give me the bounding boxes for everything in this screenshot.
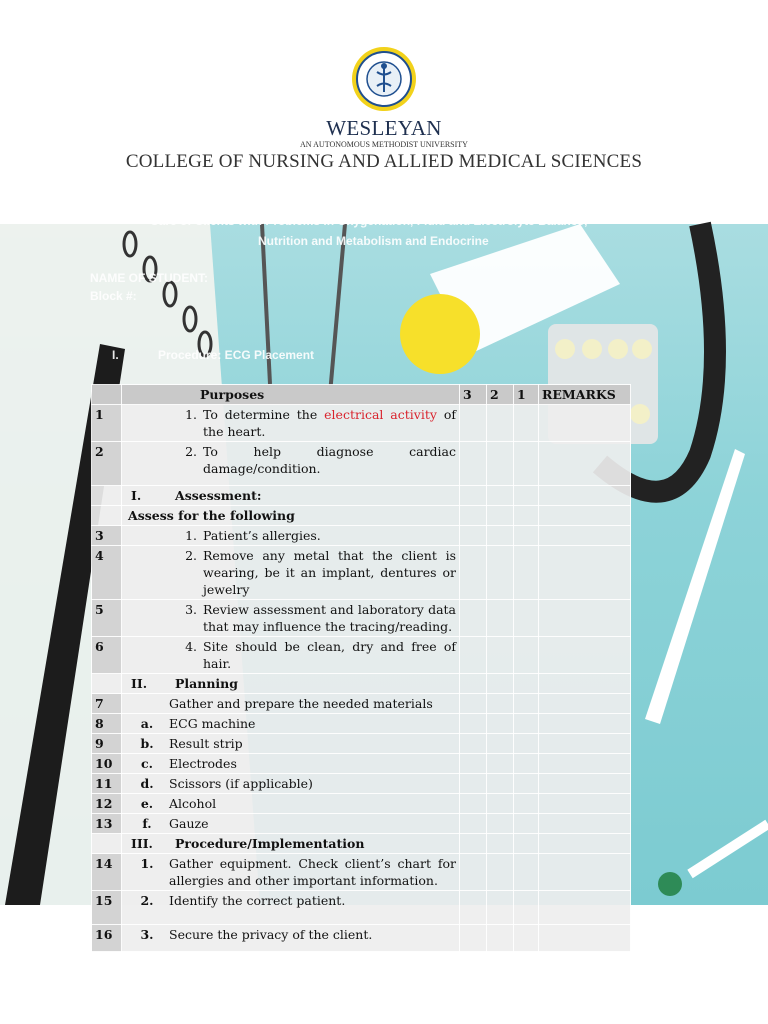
purpose-text: To help diagnose cardiac damage/condition. xyxy=(203,444,456,476)
score-1-cell[interactable] xyxy=(514,794,539,814)
table-row xyxy=(92,794,631,814)
highlighted-text: electrical activity xyxy=(324,407,437,422)
remarks-cell[interactable] xyxy=(539,714,631,734)
item-marker: e. xyxy=(140,796,154,811)
remarks-cell[interactable] xyxy=(539,600,631,637)
table-row xyxy=(92,754,631,774)
score-3-cell[interactable] xyxy=(460,891,487,925)
item-cell xyxy=(122,714,460,734)
score-3-cell[interactable] xyxy=(460,714,487,734)
score-1-cell[interactable] xyxy=(514,526,539,546)
score-3-cell[interactable] xyxy=(460,546,487,600)
section-row xyxy=(92,486,631,506)
remarks-cell[interactable] xyxy=(539,854,631,891)
course-line-2: Nutrition and Metabolism and Endocrine xyxy=(258,234,489,248)
score-2-cell xyxy=(487,506,514,526)
course-line-1: Care of Clients with Problems in Oxygenation, Fluid and Electrolyte Balance, xyxy=(150,214,588,228)
remarks-cell[interactable] xyxy=(539,442,631,486)
remarks-cell xyxy=(539,674,631,694)
purpose-text-start: To determine the xyxy=(203,407,325,422)
score-3-cell xyxy=(460,506,487,526)
remarks-cell xyxy=(539,506,631,526)
row-number: 6 xyxy=(92,637,122,674)
score-2-cell[interactable] xyxy=(487,814,514,834)
table-row xyxy=(92,546,631,600)
score-2-cell[interactable] xyxy=(487,774,514,794)
section-row xyxy=(92,506,631,526)
table-row xyxy=(92,814,631,834)
table-row xyxy=(92,925,631,952)
score-2-cell[interactable] xyxy=(487,854,514,891)
section-title-cell xyxy=(122,674,460,694)
score-2-cell[interactable] xyxy=(487,694,514,714)
table-header-row xyxy=(92,385,631,405)
item-text: Remove any metal that the client is wearing, be it an implant, dentures or jewelry xyxy=(203,548,456,597)
item-text: Alcohol xyxy=(169,796,217,811)
score-1-cell[interactable] xyxy=(514,774,539,794)
row-number: 4 xyxy=(92,546,122,600)
score-2-cell xyxy=(487,674,514,694)
row-number: 1 xyxy=(92,405,122,442)
item-text: Patient’s allergies. xyxy=(203,528,321,543)
score-1-cell[interactable] xyxy=(514,637,539,674)
score-3-cell[interactable] xyxy=(460,734,487,754)
header-purposes: Purposes xyxy=(122,385,460,405)
score-3-cell[interactable] xyxy=(460,774,487,794)
section-row xyxy=(92,674,631,694)
item-cell xyxy=(122,526,460,546)
header-remarks: REMARKS xyxy=(539,385,631,405)
section-numeral: III. xyxy=(131,836,153,851)
procedure-title: Procedure: ECG Placement xyxy=(158,348,315,362)
remarks-cell[interactable] xyxy=(539,734,631,754)
score-1-cell[interactable] xyxy=(514,814,539,834)
item-marker: 4. xyxy=(185,639,197,654)
item-text: Gauze xyxy=(169,816,209,831)
remarks-cell[interactable] xyxy=(539,546,631,600)
score-3-cell xyxy=(460,834,487,854)
score-3-cell[interactable] xyxy=(460,405,487,442)
score-3-cell[interactable] xyxy=(460,442,487,486)
remarks-cell[interactable] xyxy=(539,925,631,952)
item-text: Review assessment and laboratory data that may influence the tracing/reading. xyxy=(203,602,456,634)
header-score-2: 2 xyxy=(487,385,514,405)
remarks-cell[interactable] xyxy=(539,891,631,925)
row-number: 10 xyxy=(92,754,122,774)
score-1-cell[interactable] xyxy=(514,854,539,891)
university-tagline: AN AUTONOMOUS METHODIST UNIVERSITY xyxy=(300,140,468,149)
table-row xyxy=(92,714,631,734)
score-1-cell[interactable] xyxy=(514,891,539,925)
row-number: 7 xyxy=(92,694,122,714)
row-number xyxy=(92,506,122,526)
item-text: Site should be clean, dry and free of hair. xyxy=(203,639,456,671)
section-title: Assessment: xyxy=(175,488,262,503)
item-text: Identify the correct patient. xyxy=(169,893,346,908)
row-number: 11 xyxy=(92,774,122,794)
header-score-1: 1 xyxy=(514,385,539,405)
score-3-cell[interactable] xyxy=(460,814,487,834)
item-marker: b. xyxy=(140,736,154,751)
score-1-cell[interactable] xyxy=(514,925,539,952)
score-1-cell[interactable] xyxy=(514,546,539,600)
score-2-cell[interactable] xyxy=(487,714,514,734)
item-marker: 3. xyxy=(140,927,154,942)
row-number: 15 xyxy=(92,891,122,925)
score-3-cell[interactable] xyxy=(460,600,487,637)
remarks-cell[interactable] xyxy=(539,405,631,442)
table-row xyxy=(92,854,631,891)
table-row xyxy=(92,694,631,714)
header-number-cell xyxy=(92,385,122,405)
row-number: 8 xyxy=(92,714,122,734)
score-1-cell[interactable] xyxy=(514,714,539,734)
score-3-cell[interactable] xyxy=(460,526,487,546)
header-score-3: 3 xyxy=(460,385,487,405)
item-marker: 1. xyxy=(185,407,197,422)
score-3-cell[interactable] xyxy=(460,694,487,714)
score-2-cell[interactable] xyxy=(487,637,514,674)
item-marker: c. xyxy=(141,756,153,771)
section-row xyxy=(92,834,631,854)
score-2-cell[interactable] xyxy=(487,754,514,774)
block-label: Block #: xyxy=(90,289,137,303)
row-number: 13 xyxy=(92,814,122,834)
table-row xyxy=(92,600,631,637)
score-1-cell[interactable] xyxy=(514,600,539,637)
item-text: Gather equipment. Check client’s chart for allergies and other important information. xyxy=(169,856,456,888)
score-3-cell xyxy=(460,486,487,506)
row-number: 3 xyxy=(92,526,122,546)
remarks-cell[interactable] xyxy=(539,526,631,546)
item-cell xyxy=(122,546,460,600)
row-number: 2 xyxy=(92,442,122,486)
item-cell xyxy=(122,600,460,637)
table-row xyxy=(92,442,631,486)
row-number xyxy=(92,486,122,506)
item-text: Electrodes xyxy=(169,756,237,771)
section-numeral: I. xyxy=(131,488,142,503)
remarks-cell[interactable] xyxy=(539,754,631,774)
item-cell xyxy=(122,734,460,754)
row-number: 14 xyxy=(92,854,122,891)
table-row xyxy=(92,637,631,674)
row-number xyxy=(92,834,122,854)
section-title-cell xyxy=(122,834,460,854)
item-text: ECG machine xyxy=(169,716,256,731)
score-3-cell[interactable] xyxy=(460,925,487,952)
score-1-cell[interactable] xyxy=(514,694,539,714)
procedure-section-number: I. xyxy=(112,348,119,362)
item-cell xyxy=(122,754,460,774)
item-cell xyxy=(122,891,460,925)
table-row xyxy=(92,891,631,925)
score-1-cell[interactable] xyxy=(514,754,539,774)
item-cell xyxy=(122,794,460,814)
purpose-text xyxy=(203,406,456,440)
section-title: Planning xyxy=(175,676,239,691)
remarks-cell xyxy=(539,834,631,854)
score-2-cell xyxy=(487,834,514,854)
item-text: Scissors (if applicable) xyxy=(169,776,313,791)
score-3-cell[interactable] xyxy=(460,637,487,674)
score-2-cell[interactable] xyxy=(487,925,514,952)
university-name: WESLEYAN xyxy=(326,116,442,140)
purpose-cell xyxy=(122,442,460,486)
section-subtitle: Assess for the following xyxy=(122,506,460,526)
item-marker: d. xyxy=(140,776,154,791)
item-text: Secure the privacy of the client. xyxy=(169,927,373,942)
college-name: COLLEGE OF NURSING AND ALLIED MEDICAL SCIENCES xyxy=(125,151,643,172)
remarks-cell[interactable] xyxy=(539,794,631,814)
item-marker: 2. xyxy=(185,444,197,459)
item-cell xyxy=(122,925,460,952)
score-1-cell[interactable] xyxy=(514,734,539,754)
score-2-cell[interactable] xyxy=(487,734,514,754)
item-marker: 2. xyxy=(140,893,154,908)
table-row xyxy=(92,734,631,754)
remarks-cell[interactable] xyxy=(539,694,631,714)
score-1-cell xyxy=(514,834,539,854)
section-numeral: II. xyxy=(131,676,148,691)
remarks-cell xyxy=(539,486,631,506)
table-row xyxy=(92,526,631,546)
score-1-cell xyxy=(514,674,539,694)
remarks-cell[interactable] xyxy=(539,637,631,674)
student-name-label: NAME OF STUDENT: xyxy=(90,271,208,285)
procedure-checklist-table xyxy=(91,384,631,952)
item-cell xyxy=(122,774,460,794)
score-3-cell[interactable] xyxy=(460,854,487,891)
item-marker xyxy=(125,695,169,712)
score-3-cell[interactable] xyxy=(460,794,487,814)
score-2-cell[interactable] xyxy=(487,546,514,600)
table-row xyxy=(92,774,631,794)
score-2-cell[interactable] xyxy=(487,794,514,814)
item-text: Gather and prepare the needed materials xyxy=(169,696,433,711)
score-1-cell xyxy=(514,486,539,506)
score-2-cell[interactable] xyxy=(487,891,514,925)
score-2-cell[interactable] xyxy=(487,526,514,546)
item-cell xyxy=(122,637,460,674)
score-1-cell xyxy=(514,506,539,526)
item-cell xyxy=(122,814,460,834)
item-marker: a. xyxy=(140,716,154,731)
score-2-cell[interactable] xyxy=(487,442,514,486)
item-text: Result strip xyxy=(169,736,243,751)
item-marker: 2. xyxy=(185,548,197,563)
item-cell xyxy=(122,854,460,891)
item-marker: 3. xyxy=(185,602,197,617)
purpose-cell xyxy=(122,405,460,442)
remarks-cell[interactable] xyxy=(539,814,631,834)
purpose-text-end: of the heart. xyxy=(203,407,456,439)
score-1-cell[interactable] xyxy=(514,442,539,486)
table-row xyxy=(92,405,631,442)
score-2-cell[interactable] xyxy=(487,405,514,442)
row-number: 16 xyxy=(92,925,122,952)
score-2-cell xyxy=(487,486,514,506)
row-number: 12 xyxy=(92,794,122,814)
university-seal-logo xyxy=(351,46,417,112)
score-3-cell[interactable] xyxy=(460,754,487,774)
item-marker: 1. xyxy=(140,856,154,871)
row-number: 5 xyxy=(92,600,122,637)
row-number: 9 xyxy=(92,734,122,754)
section-title: Procedure/Implementation xyxy=(175,836,365,851)
row-number xyxy=(92,674,122,694)
score-3-cell xyxy=(460,674,487,694)
remarks-cell[interactable] xyxy=(539,774,631,794)
score-1-cell[interactable] xyxy=(514,405,539,442)
item-cell xyxy=(122,694,460,714)
item-marker: 1. xyxy=(185,528,197,543)
section-title-cell xyxy=(122,486,460,506)
score-2-cell[interactable] xyxy=(487,600,514,637)
item-marker: f. xyxy=(142,816,152,831)
